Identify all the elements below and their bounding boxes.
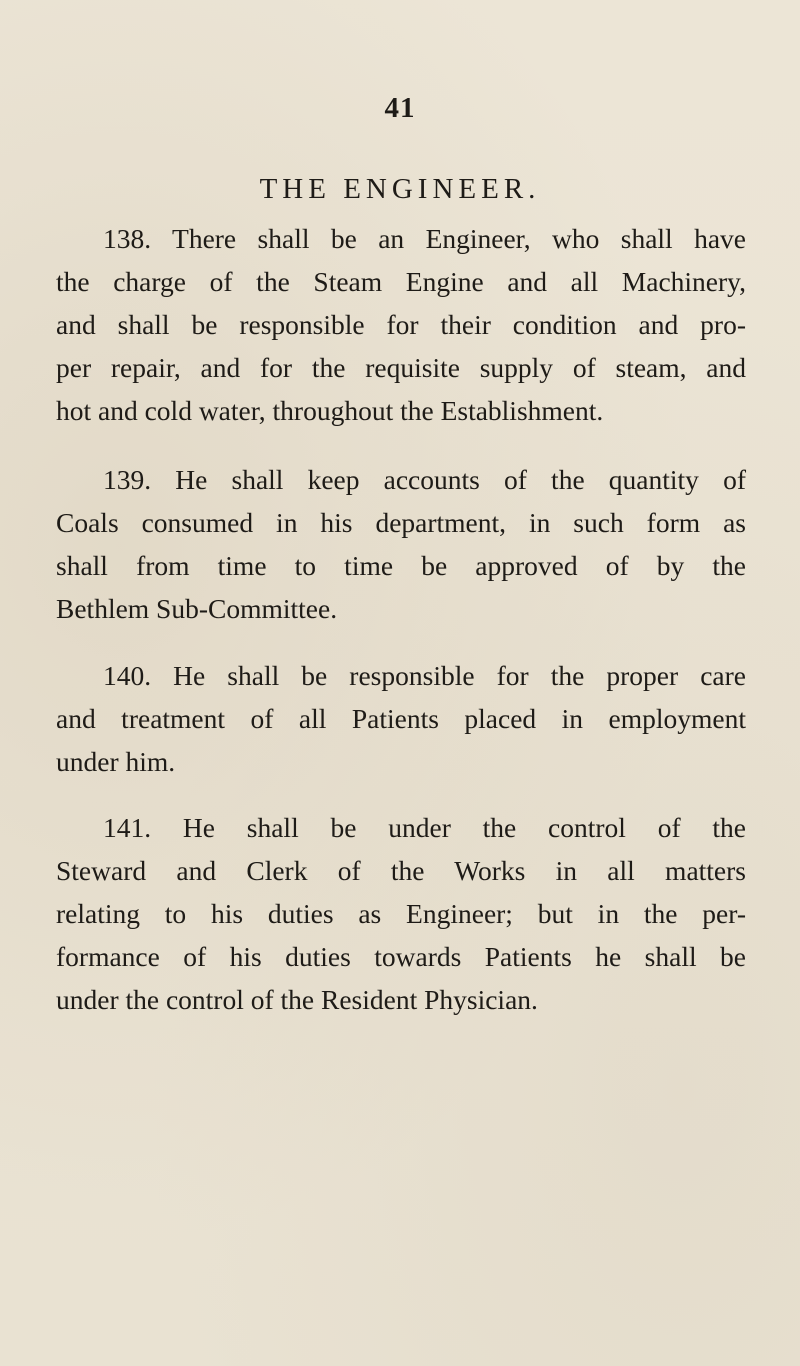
paragraph-line: relating to his duties as Engineer; but in the per- <box>56 898 746 929</box>
paragraph-line: under the control of the Resident Physician. <box>56 984 538 1015</box>
paragraph-line: Coals consumed in his department, in such form as <box>56 507 746 538</box>
paragraph-line: formance of his duties towards Patients he shall be <box>56 941 746 972</box>
paragraph-140 <box>56 654 746 783</box>
paragraph-line: shall from time to time be approved of by the <box>56 550 746 581</box>
paragraph-139 <box>56 458 746 630</box>
paragraph-138 <box>56 217 746 432</box>
paragraph-line: and treatment of all Patients placed in employment <box>56 703 746 734</box>
paragraph-line: under him. <box>56 746 176 777</box>
paragraph-line: Bethlem Sub-Committee. <box>56 593 338 624</box>
page-number: 41 <box>384 92 416 124</box>
paragraph-line: 139. He shall keep accounts of the quantity of <box>103 464 746 495</box>
paragraph-line: hot and cold water, throughout the Establishment. <box>56 395 604 426</box>
paragraph-line: Steward and Clerk of the Works in all matters <box>56 855 746 886</box>
paragraph-line: per repair, and for the requisite supply of steam, and <box>56 352 746 383</box>
paragraph-line: the charge of the Steam Engine and all Machinery, <box>56 266 746 297</box>
paragraph-141 <box>56 806 746 1021</box>
paragraph-line: 141. He shall be under the control of the <box>103 812 746 843</box>
paragraph-line: 140. He shall be responsible for the proper care <box>103 660 746 691</box>
paragraph-line: 138. There shall be an Engineer, who shall have <box>103 223 746 254</box>
section-heading: THE ENGINEER. <box>259 173 541 205</box>
paragraph-line: and shall be responsible for their condition and pro- <box>56 309 746 340</box>
